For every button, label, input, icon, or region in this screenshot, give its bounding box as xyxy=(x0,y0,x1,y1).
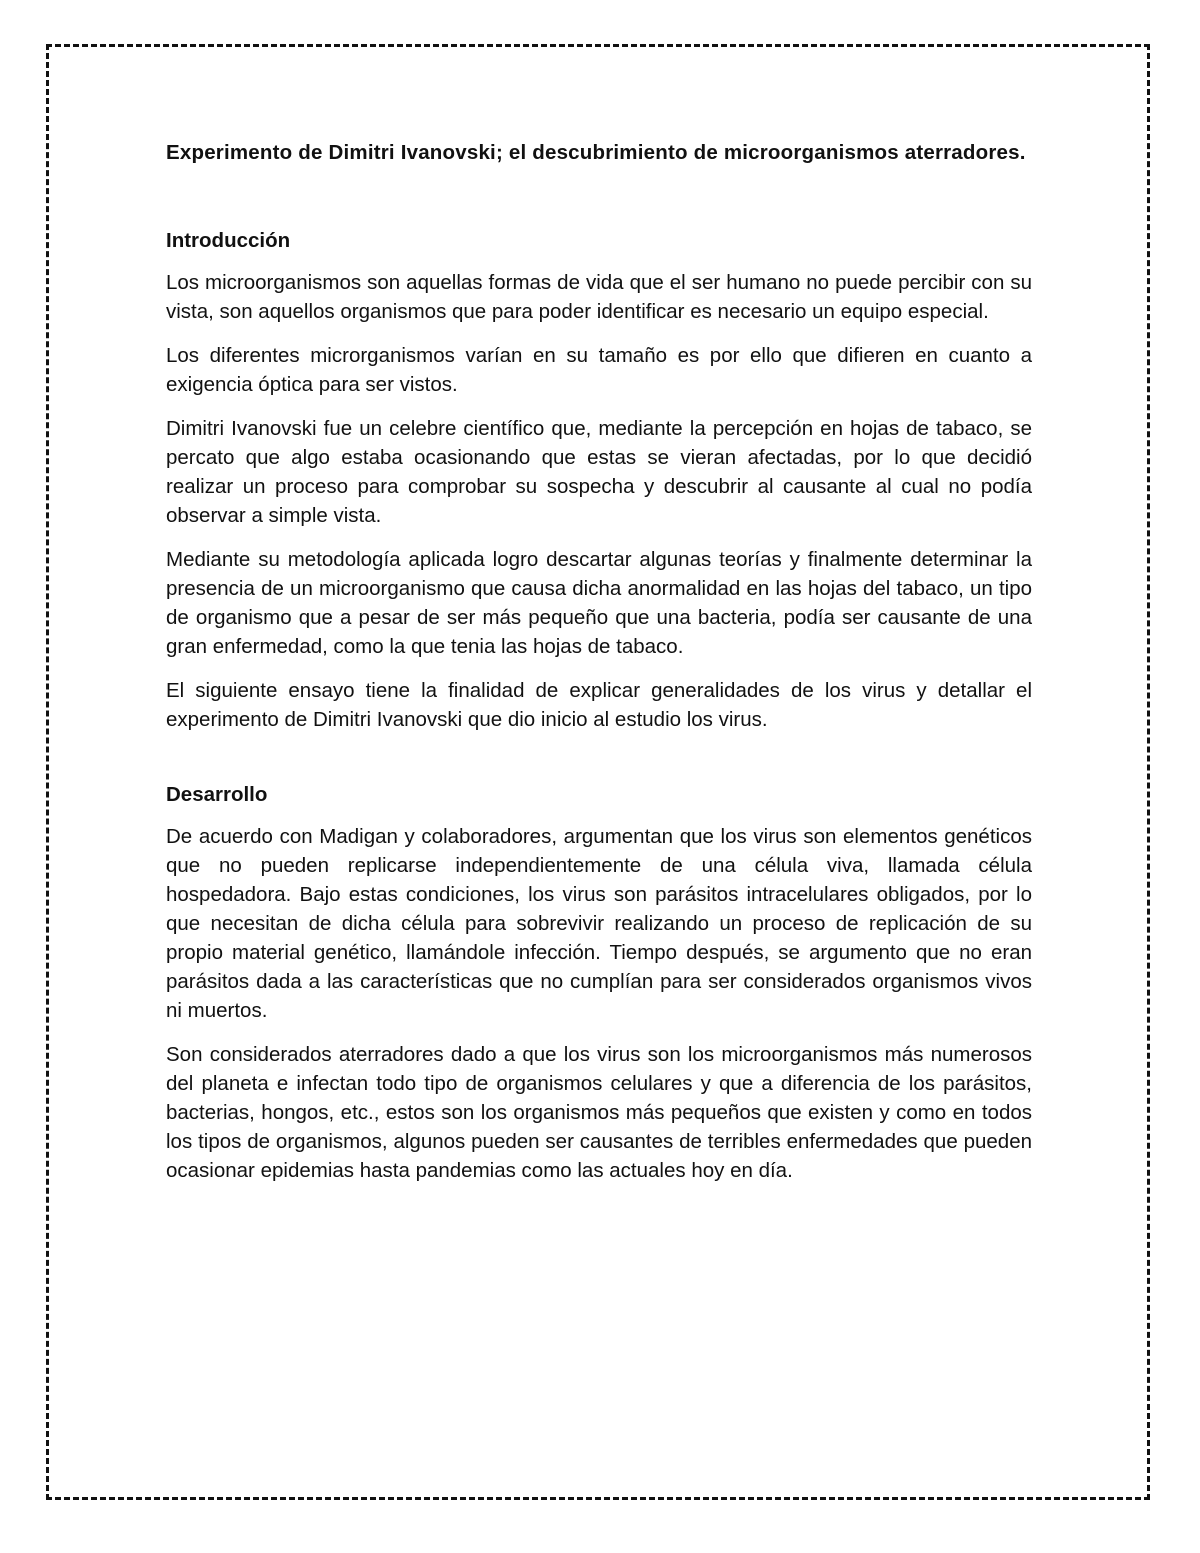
intro-paragraph-4: Mediante su metodología aplicada logro descartar algunas teorías y finalmente determinar la presencia de un microorganismo que causa dicha anormalidad en las hojas del tabaco, un tipo de organismo que a pesar de ser más pequeño que una bacteria, podía ser causante de una gran enfermedad, como la que tenia las hojas de tabaco. xyxy=(166,548,1032,658)
document-body xyxy=(166,138,1032,1185)
introduction-heading: Introducción xyxy=(166,229,291,252)
development-paragraph-1: De acuerdo con Madigan y colaboradores, argumentan que los virus son elementos genéticos que no pueden replicarse independientemente de una célula viva, llamada célula hospedadora. Bajo estas condiciones, los virus son parásitos intracelulares obligados, por lo que necesitan de dicha célula para sobrevivir realizando un proceso de replicación de su propio material genético, llamándole infección. Tiempo después, se argumento que no eran parásitos dada a las características que no cumplían para ser considerados organismos vivos ni muertos. xyxy=(166,825,1032,1022)
intro-paragraph-2: Los diferentes microrganismos varían en su tamaño es por ello que difieren en cuanto a exigencia óptica para ser vistos. xyxy=(166,344,1032,396)
development-paragraph-2: Son considerados aterradores dado a que los virus son los microorganismos más numerosos del planeta e infectan todo tipo de organismos celulares y que a diferencia de los parásitos, bacterias, hongos, etc., estos son los organismos más pequeños que existen y como en todos los tipos de organismos, algunos pueden ser causantes de terribles enfermedades que pueden ocasionar epidemias hasta pandemias como las actuales hoy en día. xyxy=(166,1043,1032,1182)
intro-paragraph-3: Dimitri Ivanovski fue un celebre científico que, mediante la percepción en hojas de tabaco, se percato que algo estaba ocasionando que estas se vieran afectadas, por lo que decidió realizar un proceso para comprobar su sospecha y descubrir al causante al cual no podía observar a simple vista. xyxy=(166,417,1032,527)
development-heading: Desarrollo xyxy=(166,783,268,806)
intro-paragraph-5: El siguiente ensayo tiene la finalidad de explicar generalidades de los virus y detallar el experimento de Dimitri Ivanovski que dio inicio al estudio los virus. xyxy=(166,679,1032,731)
document-title: Experimento de Dimitri Ivanovski; el descubrimiento de microorganismos aterradores. xyxy=(166,141,1026,164)
intro-paragraph-1: Los microorganismos son aquellas formas de vida que el ser humano no puede percibir con su vista, son aquellos organismos que para poder identificar es necesario un equipo especial. xyxy=(166,271,1032,323)
